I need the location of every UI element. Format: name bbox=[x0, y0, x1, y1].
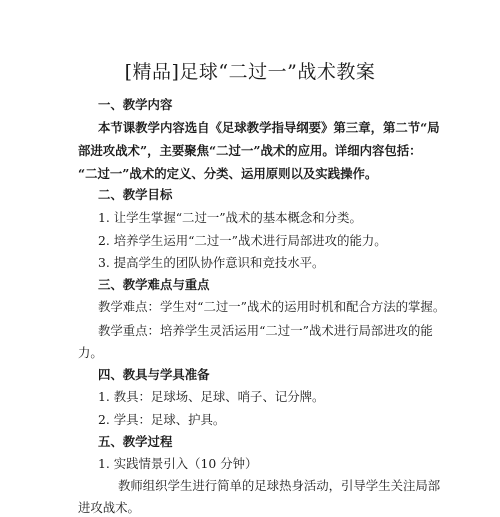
section-heading-materials: 四、教具与学具准备 bbox=[98, 367, 210, 382]
materials-item-1: 1. 教具：足球场、足球、哨子、记分牌。 bbox=[98, 389, 325, 404]
process-step-1: 1. 实践情景引入（10 分钟） bbox=[98, 456, 258, 471]
content-line-2: 部进攻战术”，主要聚焦“二过一”战术的应用。详细内容包括： bbox=[78, 143, 422, 158]
objective-item-3: 3. 提高学生的团队协作意识和竞技水平。 bbox=[98, 255, 325, 270]
materials-item-2: 2. 学具：足球、护具。 bbox=[98, 412, 226, 427]
difficulty-line: 教学难点：学生对“二过一”战术的运用时机和配合方法的掌握。 bbox=[98, 299, 446, 314]
section-heading-process: 五、教学过程 bbox=[98, 434, 173, 449]
process-paragraph-line-2: 进攻战术。 bbox=[78, 500, 140, 515]
objective-item-2: 2. 培养学生运用“二过一”战术进行局部进攻的能力。 bbox=[98, 233, 387, 248]
focus-line-1: 教学重点：培养学生灵活运用“二过一”战术进行局部进攻的能 bbox=[98, 323, 433, 338]
document-title: [精品]足球“二过一”战术教案 bbox=[124, 61, 376, 83]
content-line-3: “二过一”战术的定义、分类、运用原则以及实践操作。 bbox=[78, 166, 378, 181]
content-line-1: 本节课教学内容选自《足球教学指导纲要》第三章，第二节“局 bbox=[98, 120, 440, 135]
section-heading-content: 一、教学内容 bbox=[98, 97, 173, 112]
section-heading-objectives: 二、教学目标 bbox=[98, 187, 173, 202]
objective-item-1: 1. 让学生掌握“二过一”战术的基本概念和分类。 bbox=[98, 210, 362, 225]
process-paragraph-line-1: 教师组织学生进行简单的足球热身活动，引导学生关注局部 bbox=[118, 478, 441, 493]
section-heading-difficulties: 三、教学难点与重点 bbox=[98, 277, 210, 292]
focus-line-2: 力。 bbox=[78, 345, 103, 360]
